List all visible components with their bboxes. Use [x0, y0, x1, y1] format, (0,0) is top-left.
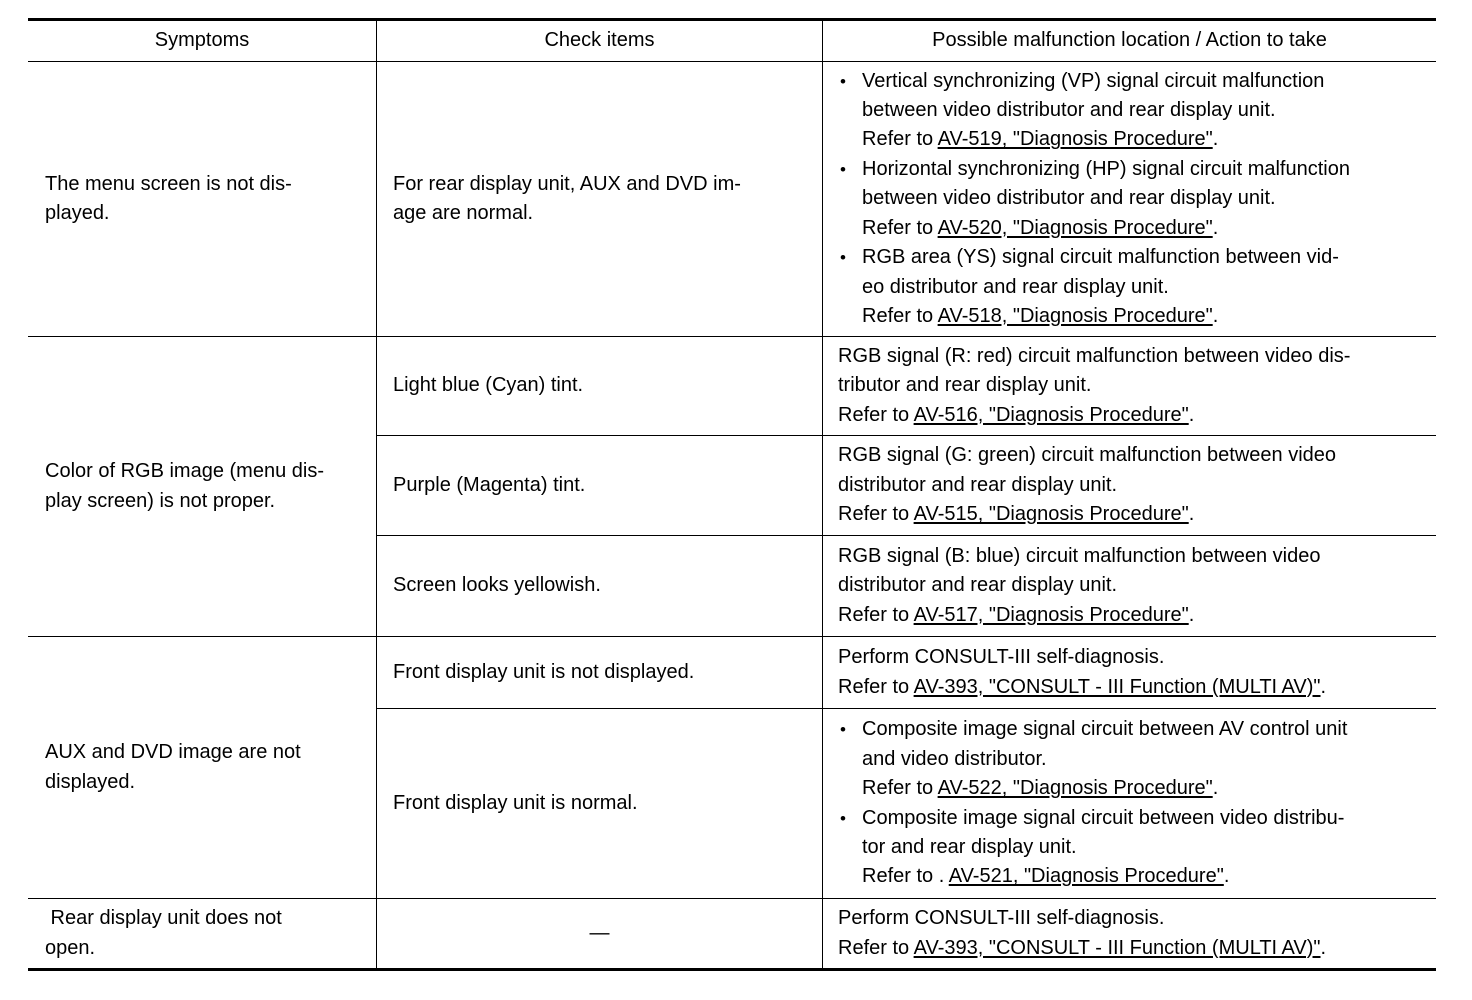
refer-text: Refer to: [838, 503, 914, 526]
action-text: RGB signal (B: blue) circuit malfunction between video distributor and rear display unit.: [838, 544, 1321, 597]
reference-link[interactable]: AV-519, "Diagnosis Procedure": [937, 128, 1213, 151]
refer-text: Refer to: [838, 603, 914, 626]
row1-bullet-3: [839, 243, 1430, 331]
refer-text: Refer to: [862, 304, 938, 327]
row4-check: —: [589, 921, 610, 944]
row1-check: [377, 62, 822, 336]
action-text: RGB signal (R: red) circuit malfunction between video dis- tributor and rear display unit.: [838, 344, 1351, 397]
reference-link[interactable]: AV-521, "Diagnosis Procedure": [948, 865, 1224, 888]
action-text: Perform CONSULT-III self-diagnosis.: [838, 907, 1165, 930]
diagnosis-table: [28, 18, 1436, 971]
bullet-text: • RGB area (YS) signal circuit malfunction between vid- eo distributor and rear display unit.: [862, 246, 1339, 298]
row2-sub3-action: [823, 536, 1436, 636]
row1-bullet-2: [839, 155, 1430, 243]
row1-bullet-1: [839, 67, 1430, 155]
row3-sub1-action: [823, 637, 1436, 708]
row4-action: [823, 899, 1436, 968]
period: .: [1320, 675, 1327, 698]
row4-symptom-text: Rear display unit does not open.: [45, 907, 282, 959]
row1-action: [823, 62, 1436, 336]
bullet-text: • Vertical synchronizing (VP) signal circuit malfunction between video distributor and rear display unit.: [862, 69, 1325, 122]
row3-sub2-action: [823, 709, 1436, 898]
header-symptoms: Symptoms: [154, 29, 250, 52]
row1-symptom: [28, 62, 376, 336]
row3-sub2-check: Front display unit is normal.: [393, 791, 638, 814]
header-check-items: Check items: [544, 29, 655, 52]
period: .: [1320, 936, 1327, 959]
row2-sub1-action: [823, 337, 1436, 435]
row2-sub1-check: Light blue (Cyan) tint.: [393, 374, 584, 397]
reference-link[interactable]: AV-516, "Diagnosis Procedure": [913, 403, 1189, 426]
reference-link[interactable]: AV-520, "Diagnosis Procedure": [937, 216, 1213, 239]
refer-text: Refer to: [862, 216, 938, 239]
period: .: [1212, 128, 1219, 151]
refer-text: Refer to: [862, 128, 938, 151]
period: .: [1188, 503, 1195, 526]
row2-sub2-check: Purple (Magenta) tint.: [393, 473, 586, 496]
action-text: Perform CONSULT-III self-diagnosis.: [838, 646, 1165, 669]
row2-symptom-text: Color of RGB image (menu dis- play screen) is not proper.: [45, 460, 324, 512]
refer-text: Refer to: [838, 403, 914, 426]
row3-bullet-1: [839, 715, 1430, 803]
period: .: [1212, 777, 1219, 800]
bullet-text: • Composite image signal circuit between video distribu- tor and rear display unit.: [862, 806, 1345, 858]
row3-symptom-text: AUX and DVD image are not displayed.: [45, 741, 301, 793]
row1-check-text: For rear display unit, AUX and DVD im- age are normal.: [393, 172, 741, 224]
header-action: Possible malfunction location / Action to take: [932, 29, 1327, 52]
row1-symptom-text: The menu screen is not dis- played.: [45, 172, 292, 224]
reference-link[interactable]: AV-522, "Diagnosis Procedure": [937, 777, 1213, 800]
bullet-text: • Composite image signal circuit between AV control unit and video distributor.: [862, 718, 1348, 770]
refer-text: Refer to: [862, 777, 938, 800]
period: .: [1188, 603, 1195, 626]
table-bottom-border: [28, 968, 1436, 971]
reference-link[interactable]: AV-393, "CONSULT - III Function (MULTI AV)": [913, 936, 1321, 959]
reference-link[interactable]: AV-393, "CONSULT - III Function (MULTI AV)": [913, 675, 1321, 698]
bullet-text: • Horizontal synchronizing (HP) signal circuit malfunction between video distributor and rear display unit.: [862, 157, 1350, 210]
period: .: [1188, 403, 1195, 426]
period: .: [1212, 304, 1219, 327]
row2-sub2-action: [823, 436, 1436, 535]
period: .: [1212, 216, 1219, 239]
action-text: RGB signal (G: green) circuit malfunction between video distributor and rear display unit.: [838, 444, 1337, 496]
row3-sub1-check: Front display unit is not displayed.: [393, 660, 695, 683]
reference-link[interactable]: AV-517, "Diagnosis Procedure": [913, 603, 1189, 626]
row3-bullet-2: [839, 804, 1430, 892]
refer-text: Refer to .: [862, 865, 949, 888]
row2-symptom: [28, 337, 376, 636]
row4-symptom: [28, 899, 376, 968]
row3-symptom: [28, 637, 376, 898]
row2-sub3-check: Screen looks yellowish.: [393, 574, 601, 597]
reference-link[interactable]: AV-515, "Diagnosis Procedure": [913, 503, 1189, 526]
period: .: [1223, 865, 1230, 888]
refer-text: Refer to: [838, 675, 914, 698]
refer-text: Refer to: [838, 936, 914, 959]
reference-link[interactable]: AV-518, "Diagnosis Procedure": [937, 304, 1213, 327]
